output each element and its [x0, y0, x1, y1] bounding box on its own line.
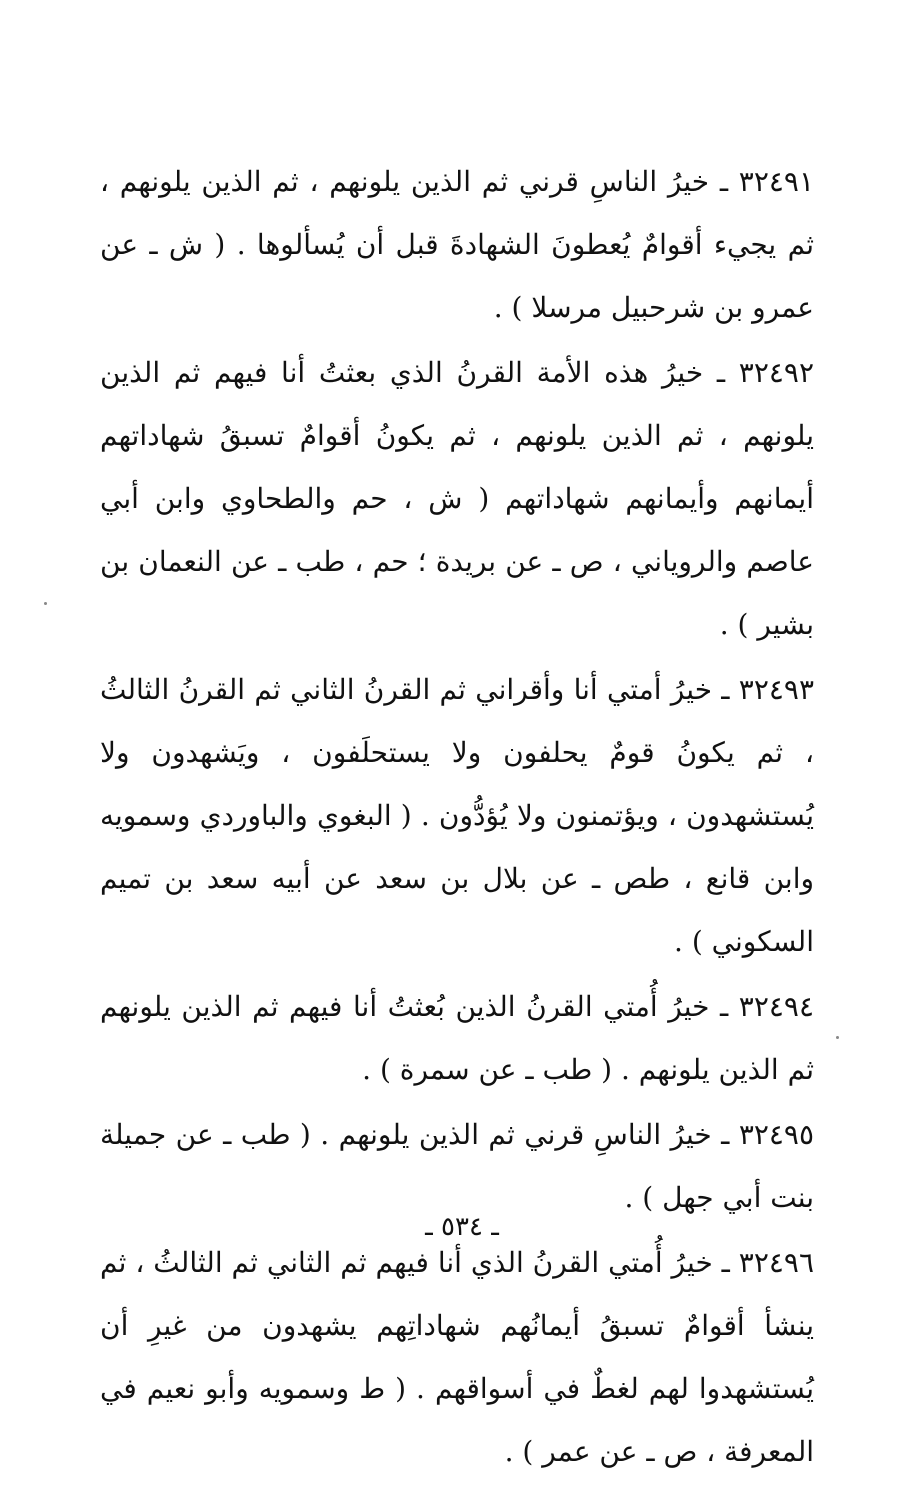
hadith-32496 — [100, 1231, 814, 1483]
hadith-number: ٣٢٤٩١ — [738, 165, 814, 198]
hadith-text: ـ خيرُ الناسِ قرني ثم الذين يلونهم ، ثم الذين يلونهم ، ثم يجيء أقوامٌ يُعطونَ الشهادةَ قبل أن يُسألوها . ( ش ـ عن عمرو بن شرحبيل مرسلا ) . — [100, 165, 814, 324]
hadith-32494 — [100, 975, 814, 1101]
scan-speck — [836, 1036, 839, 1039]
hadith-32491 — [100, 150, 814, 339]
hadith-text: ـ خيرُ أمتي أنا وأقراني ثم القرنُ الثاني ثم القرنُ الثالثُ ، ثم يكونُ قومٌ يحلفون ولا يستحلَفون ، ويَشهدون ولا يُستشهدون ، ويؤتمنون ولا يُؤدُّون . ( البغوي والباوردي وسمويه وابن قانع ، طص ـ عن بلال بن سعد عن أبيه سعد بن تميم السكوني ) . — [100, 673, 814, 958]
hadith-number: ٣٢٤٩٣ — [738, 673, 814, 706]
hadith-number: ٣٢٤٩٤ — [738, 990, 814, 1023]
hadith-text: ـ خيرُ أُمتي القرنُ الذين بُعثتُ أنا فيهم ثم الذين يلونهم ثم الذين يلونهم . ( طب ـ عن سمرة ) . — [100, 990, 814, 1086]
hadith-text: ـ خيرُ الناسِ قرني ثم الذين يلونهم . ( طب ـ عن جميلة بنت أبي جهل ) . — [100, 1118, 814, 1214]
page-number: ـ ٥٣٤ ـ — [425, 1212, 499, 1242]
hadith-32495 — [100, 1103, 814, 1229]
hadith-32493 — [100, 658, 814, 973]
hadith-text: ـ خيرُ أُمتي القرنُ الذي أنا فيهم ثم الثاني ثم الثالثُ ، ثم ينشأ أقوامٌ تسبقُ أيمانُهم شهاداتِهم يشهدون من غيرِ أن يُستشهدوا لهم لغطٌ في أسواقهم . ( ط وسمويه وأبو نعيم في المعرفة ، ص ـ عن عمر ) . — [100, 1246, 814, 1468]
hadith-text: ـ خيرُ هذه الأمة القرنُ الذي بعثتُ أنا فيهم ثم الذين يلونهم ، ثم الذين يلونهم ، ثم يكونُ أقوامٌ تسبقُ شهاداتهم أيمانهم وأيمانهم شهاداتهم ( ش ، حم والطحاوي وابن أبي عاصم والروياني ، ص ـ عن بريدة ؛ حم ، طب ـ عن النعمان بن بشير ) . — [100, 356, 814, 641]
hadith-list — [100, 150, 814, 1485]
scan-speck — [44, 602, 47, 605]
hadith-32492 — [100, 341, 814, 656]
hadith-number: ٣٢٤٩٢ — [738, 356, 814, 389]
hadith-number: ٣٢٤٩٦ — [738, 1246, 814, 1279]
hadith-number: ٣٢٤٩٥ — [738, 1118, 815, 1151]
